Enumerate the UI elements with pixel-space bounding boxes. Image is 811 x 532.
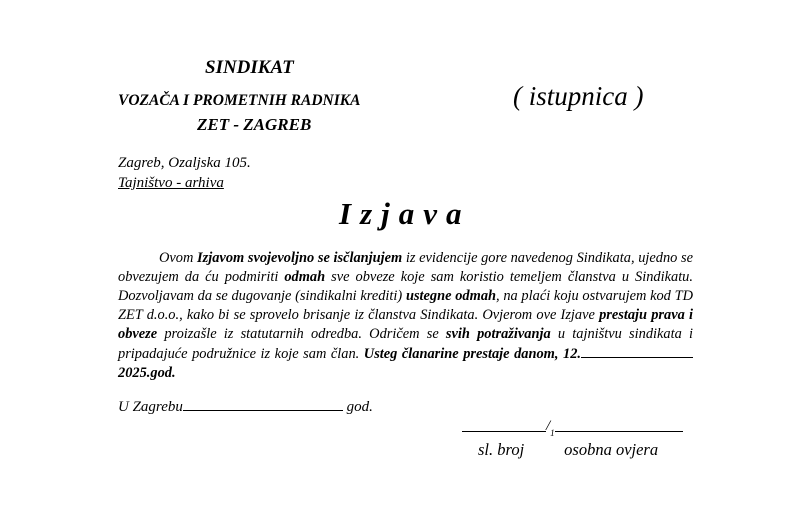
- place-prefix: U Zagrebu: [118, 399, 183, 415]
- body-emphasis-5: svih potraživanja: [445, 326, 551, 342]
- place-date-line: [118, 397, 373, 416]
- signature-labels: [478, 440, 658, 460]
- org-name-line3: ZET - ZAGREB: [197, 115, 312, 134]
- document-title: Izjava: [339, 196, 471, 231]
- body-text-6: u tajništvu sindikata i pripadajuće podružnice iz koje sam član.: [118, 326, 693, 362]
- department-line: Tajništvo - arhiva: [118, 175, 224, 191]
- number-blank[interactable]: [462, 418, 546, 432]
- membership-end-text: Usteg članarine prestaje danom, 12.: [363, 346, 581, 362]
- org-name-line1: SINDIKAT: [205, 57, 294, 78]
- verification-blank[interactable]: [555, 418, 683, 432]
- body-emphasis-3: ustegne odmah: [405, 288, 497, 304]
- document-type-label: ( istupnica ): [513, 81, 644, 111]
- membership-end-date-blank[interactable]: [581, 344, 693, 358]
- personal-verification-label: osobna ovjera: [564, 440, 659, 459]
- membership-end-year: 2025.god.: [118, 365, 176, 381]
- statement-paragraph: [118, 249, 693, 383]
- date-blank[interactable]: [183, 397, 343, 411]
- body-emphasis-4: prestaju prava i obveze: [118, 307, 693, 342]
- body-text-4: , na plaći koju ostvarujem kod TD ZET d.o.o., kako bi se sprovelo brisanje iz članstva Sindikata. Ovjerom ove Izjave: [118, 288, 693, 323]
- serial-number-label: sl. broj: [478, 440, 525, 459]
- body-text-5: proizašle iz statutarnih odredba. Odričem se: [157, 326, 446, 342]
- body-text-2: iz evidencije gore navedenog Sindikata, ujedno se obvezujem da ću podmiriti: [118, 250, 693, 285]
- statement-body: [118, 249, 693, 383]
- body-emphasis-2: odmah: [284, 269, 326, 285]
- body-text-1: Ovom: [159, 250, 198, 266]
- address-line: Zagreb, Ozaljska 105.: [118, 155, 251, 171]
- signature-mark: 1: [550, 428, 555, 438]
- signature-separator: /: [546, 418, 551, 434]
- place-suffix: god.: [342, 399, 373, 415]
- body-text-3: sve obveze koje sam koristio temeljem članstva u Sindikatu. Dozvoljavam da se dugovanje (sindikalni krediti): [118, 269, 693, 304]
- signature-line: [462, 418, 683, 438]
- body-emphasis-1: Izjavom svojevoljno se isčlanjujem: [197, 250, 403, 266]
- org-name-line2: VOZAČA I PROMETNIH RADNIKA: [118, 92, 361, 109]
